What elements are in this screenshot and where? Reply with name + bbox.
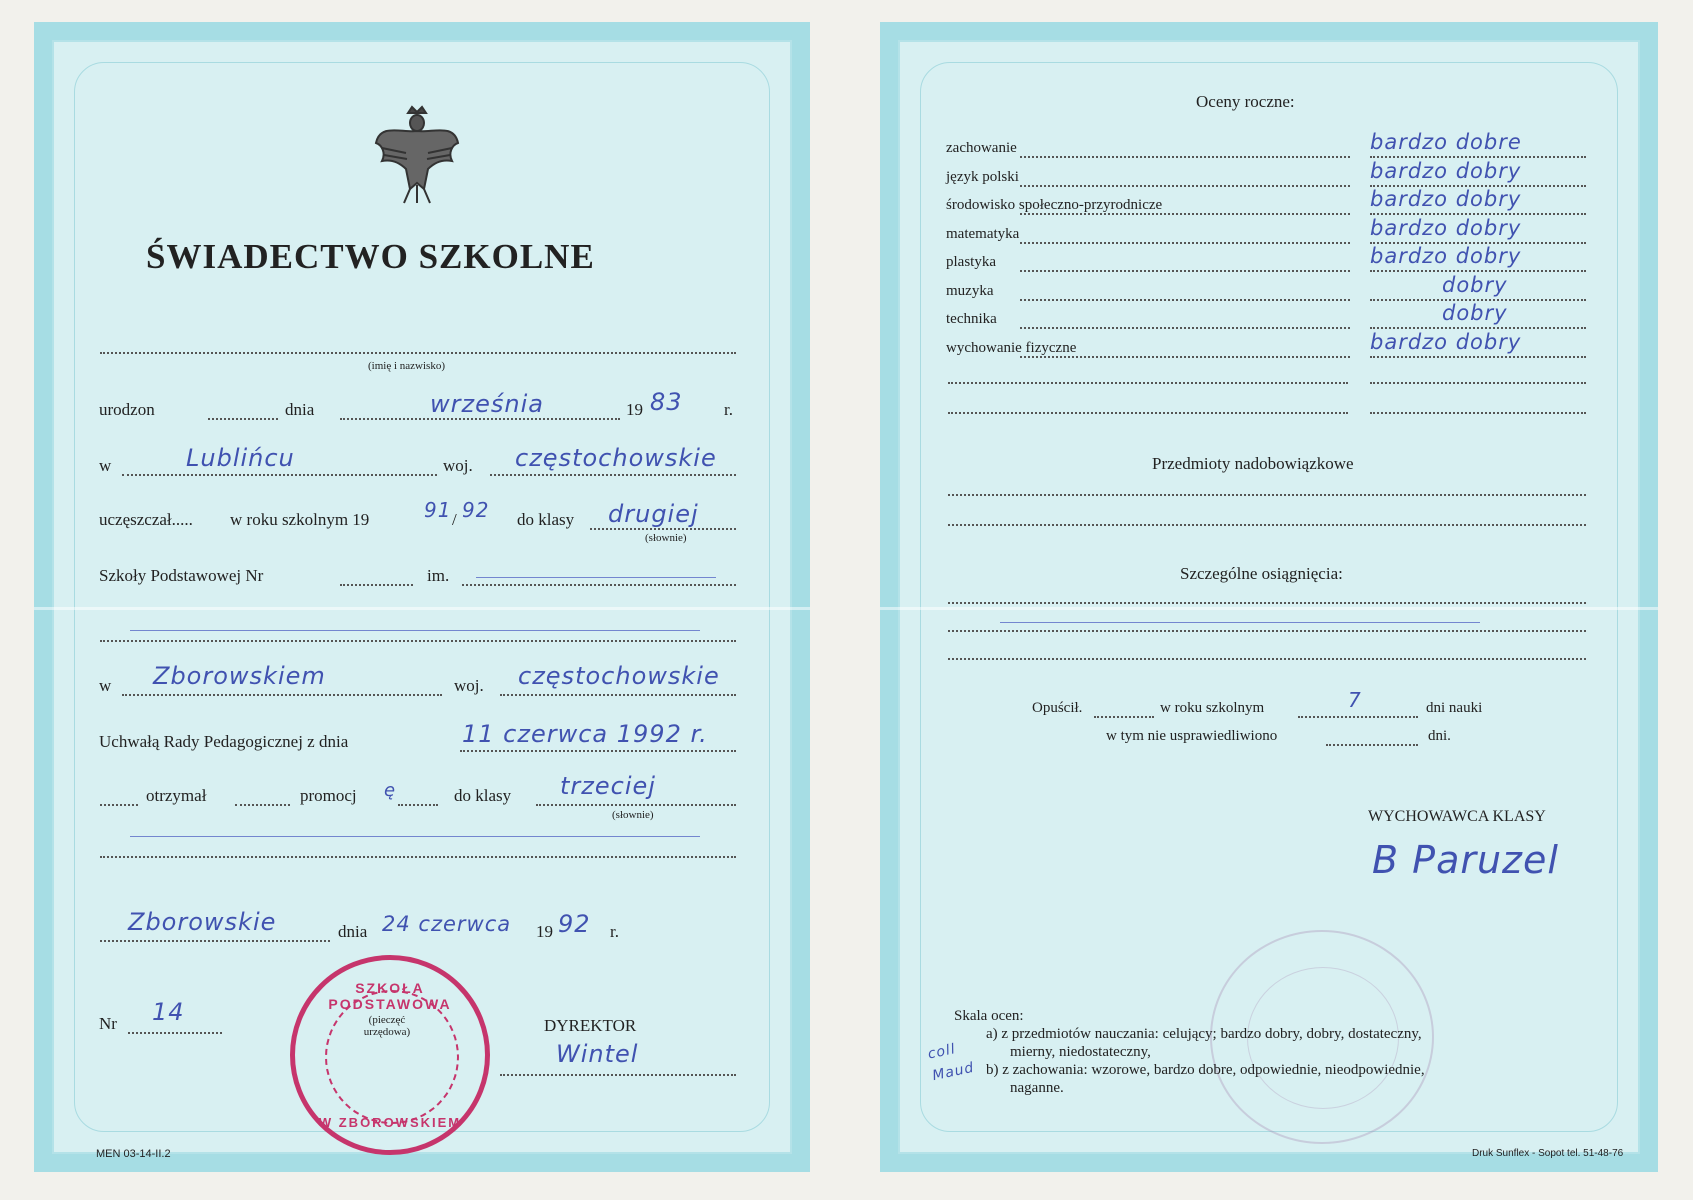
dotted-line [100,940,330,942]
subject-label: plastyka [946,254,996,270]
dotted-line [122,694,442,696]
dotted-line [1298,716,1418,718]
form-code: MEN 03-14-II.2 [96,1148,171,1160]
birth-place: Lublińcu [186,444,295,472]
subject-label: technika [946,311,997,327]
dotted-line [1020,327,1350,329]
dotted-line [536,804,736,806]
dotted-line [235,804,290,806]
dotted-line [460,750,736,752]
dotted-line [948,658,1586,660]
year-prefix: 19 [626,400,643,419]
days-label: dni nauki [1426,700,1483,716]
dotted-line [1020,185,1350,187]
dotted-line [1020,156,1350,158]
pen-strike [130,836,700,837]
school-stamp [290,955,490,1155]
school-in-label: w [99,676,112,695]
stamp-text-top: SZKOŁA PODSTAWOWA [328,980,452,1012]
grade-value: bardzo dobry [1370,187,1522,211]
born-label: urodzon [99,400,155,419]
grades-title: Oceny roczne: [1196,92,1295,111]
stamp-caption: (pieczęć urzędowa) [363,1014,411,1038]
to-class-label: do klasy [517,510,575,529]
dotted-line [1370,327,1586,329]
unexcused-days-label: dni. [1428,728,1451,744]
resolution-date: 11 czerwca 1992 r. [462,720,708,748]
in-words-caption: (słownie) [645,532,687,544]
voivodeship-label: woj. [443,456,473,475]
number-label: Nr [99,1014,117,1033]
dotted-line [340,418,620,420]
received-label: otrzymał [146,786,207,805]
issue-year-prefix: 19 [536,922,553,941]
dotted-line [462,584,736,586]
dotted-line [500,694,736,696]
dotted-line [208,418,278,420]
grade-value: bardzo dobry [1370,159,1522,183]
dotted-line [100,804,138,806]
grade-value: bardzo dobry [1370,216,1522,240]
school-label: Szkoły Podstawowej Nr [99,566,264,585]
unexcused-label: w tym nie usprawiedliwiono [1106,728,1278,744]
in-label: w [99,456,112,475]
grade-value: dobry [1442,301,1508,325]
paper-fold [34,607,810,610]
pen-strike [130,630,700,631]
grade-value: bardzo dobre [1370,130,1522,154]
dotted-line [590,528,736,530]
dotted-line [1370,412,1586,414]
attended-label: uczęszczał..... [99,510,193,529]
birth-year: 83 [650,388,683,416]
school-voivodeship-label: woj. [454,676,484,695]
absent-year-label: w roku szkolnym [1160,700,1265,716]
subject-label: język polski [946,169,1019,185]
dotted-line [122,474,437,476]
dotted-line [1020,299,1350,301]
resolution-label: Uchwałą Rady Pedagogicznej z dnia [99,732,349,751]
dotted-line [1326,744,1418,746]
next-class: trzeciej [560,772,656,800]
dotted-line [1370,213,1586,215]
grading-scale-a: a) z przedmiotów nauczania: celujący; bardzo dobry, dobry, dostateczny, [986,1026,1422,1042]
birth-day-month: września [430,390,544,418]
school-year-start: 91 [424,498,452,522]
dotted-line [1370,270,1586,272]
school-voivodeship: częstochowskie [518,662,720,690]
margin-note: coll Maud [926,1041,976,1085]
promotion-label: promocj [300,786,357,805]
stamp-text-bottom: W ZBOROWSKIEM [318,1115,462,1130]
subject-label: wychowanie fizyczne [946,340,1077,356]
pen-strike [1000,622,1480,623]
class-teacher-label: WYCHOWAWCA KLASY [1368,808,1546,825]
dotted-line [1370,382,1586,384]
school-patron-label: im. [427,566,450,585]
absent-label: Opuścił. [1032,700,1083,716]
subject-label: zachowanie [946,140,1017,156]
grading-scale-b: b) z zachowania: wzorowe, bardzo dobre, odpowiednie, nieodpowiednie, [986,1062,1425,1078]
dotted-line [128,1032,222,1034]
school-year-end: 92 [462,498,490,522]
subject-label: matematyka [946,226,1020,242]
director-label: DYREKTOR [544,1016,637,1035]
dotted-line [948,412,1348,414]
school-year-label: w roku szkolnym 19 [230,510,370,529]
polish-eagle-emblem [372,103,462,208]
dotted-line [100,856,736,858]
dotted-line [948,524,1586,526]
grade-value: bardzo dobry [1370,244,1522,268]
dotted-line [1094,716,1154,718]
optional-subjects-title: Przedmioty nadobowiązkowe [1152,454,1354,473]
dotted-line [1020,270,1350,272]
subject-label: środowisko społeczno-przyrodnicze [946,197,1163,213]
pen-strike [476,577,716,578]
dotted-line [1370,356,1586,358]
dotted-line [490,474,736,476]
absent-days: 7 [1348,688,1362,712]
dotted-line [1020,242,1350,244]
dotted-line [948,494,1586,496]
class-attended: drugiej [608,500,699,528]
dotted-line [340,584,413,586]
printer-imprint: Druk Sunflex - Sopot tel. 51-48-76 [1472,1148,1624,1159]
dotted-line [500,1074,736,1076]
grading-scale-title: Skala ocen: [954,1008,1024,1024]
subject-label: muzyka [946,283,994,299]
day-label: dnia [285,400,315,419]
class-teacher-signature: B Paruzel [1372,838,1559,882]
achievements-title: Szczególne osiągnięcia: [1180,564,1343,583]
grade-value: bardzo dobry [1370,330,1522,354]
certificate-number: 14 [152,998,185,1026]
name-caption: (imię i nazwisko) [368,360,445,372]
promotion-suffix: ę [384,780,397,801]
issue-day-month: 24 czerwca [382,912,512,936]
dotted-line [398,804,438,806]
director-signature: Wintel [556,1040,639,1068]
year-suffix: r. [724,400,733,419]
dotted-line [100,640,736,642]
dotted-line [948,630,1586,632]
grading-scale-a2: mierny, niedostateczny, [1010,1044,1151,1060]
name-line [100,352,736,354]
issue-place: Zborowskie [128,908,277,936]
grade-value: dobry [1442,273,1508,297]
paper-fold [880,607,1658,610]
year-separator: / [452,510,457,529]
document-title: ŚWIADECTWO SZKOLNE [146,237,595,276]
issue-year: 92 [558,910,591,938]
next-class-caption: (słownie) [612,809,654,821]
dotted-line [948,602,1586,604]
next-class-label: do klasy [454,786,512,805]
school-place: Zborowskiem [153,662,326,690]
grading-scale-b2: naganne. [1010,1080,1064,1096]
birth-voivodeship: częstochowskie [515,444,717,472]
dotted-line [948,382,1348,384]
dotted-line [1370,156,1586,158]
issue-day-label: dnia [338,922,368,941]
issue-year-suffix: r. [610,922,619,941]
